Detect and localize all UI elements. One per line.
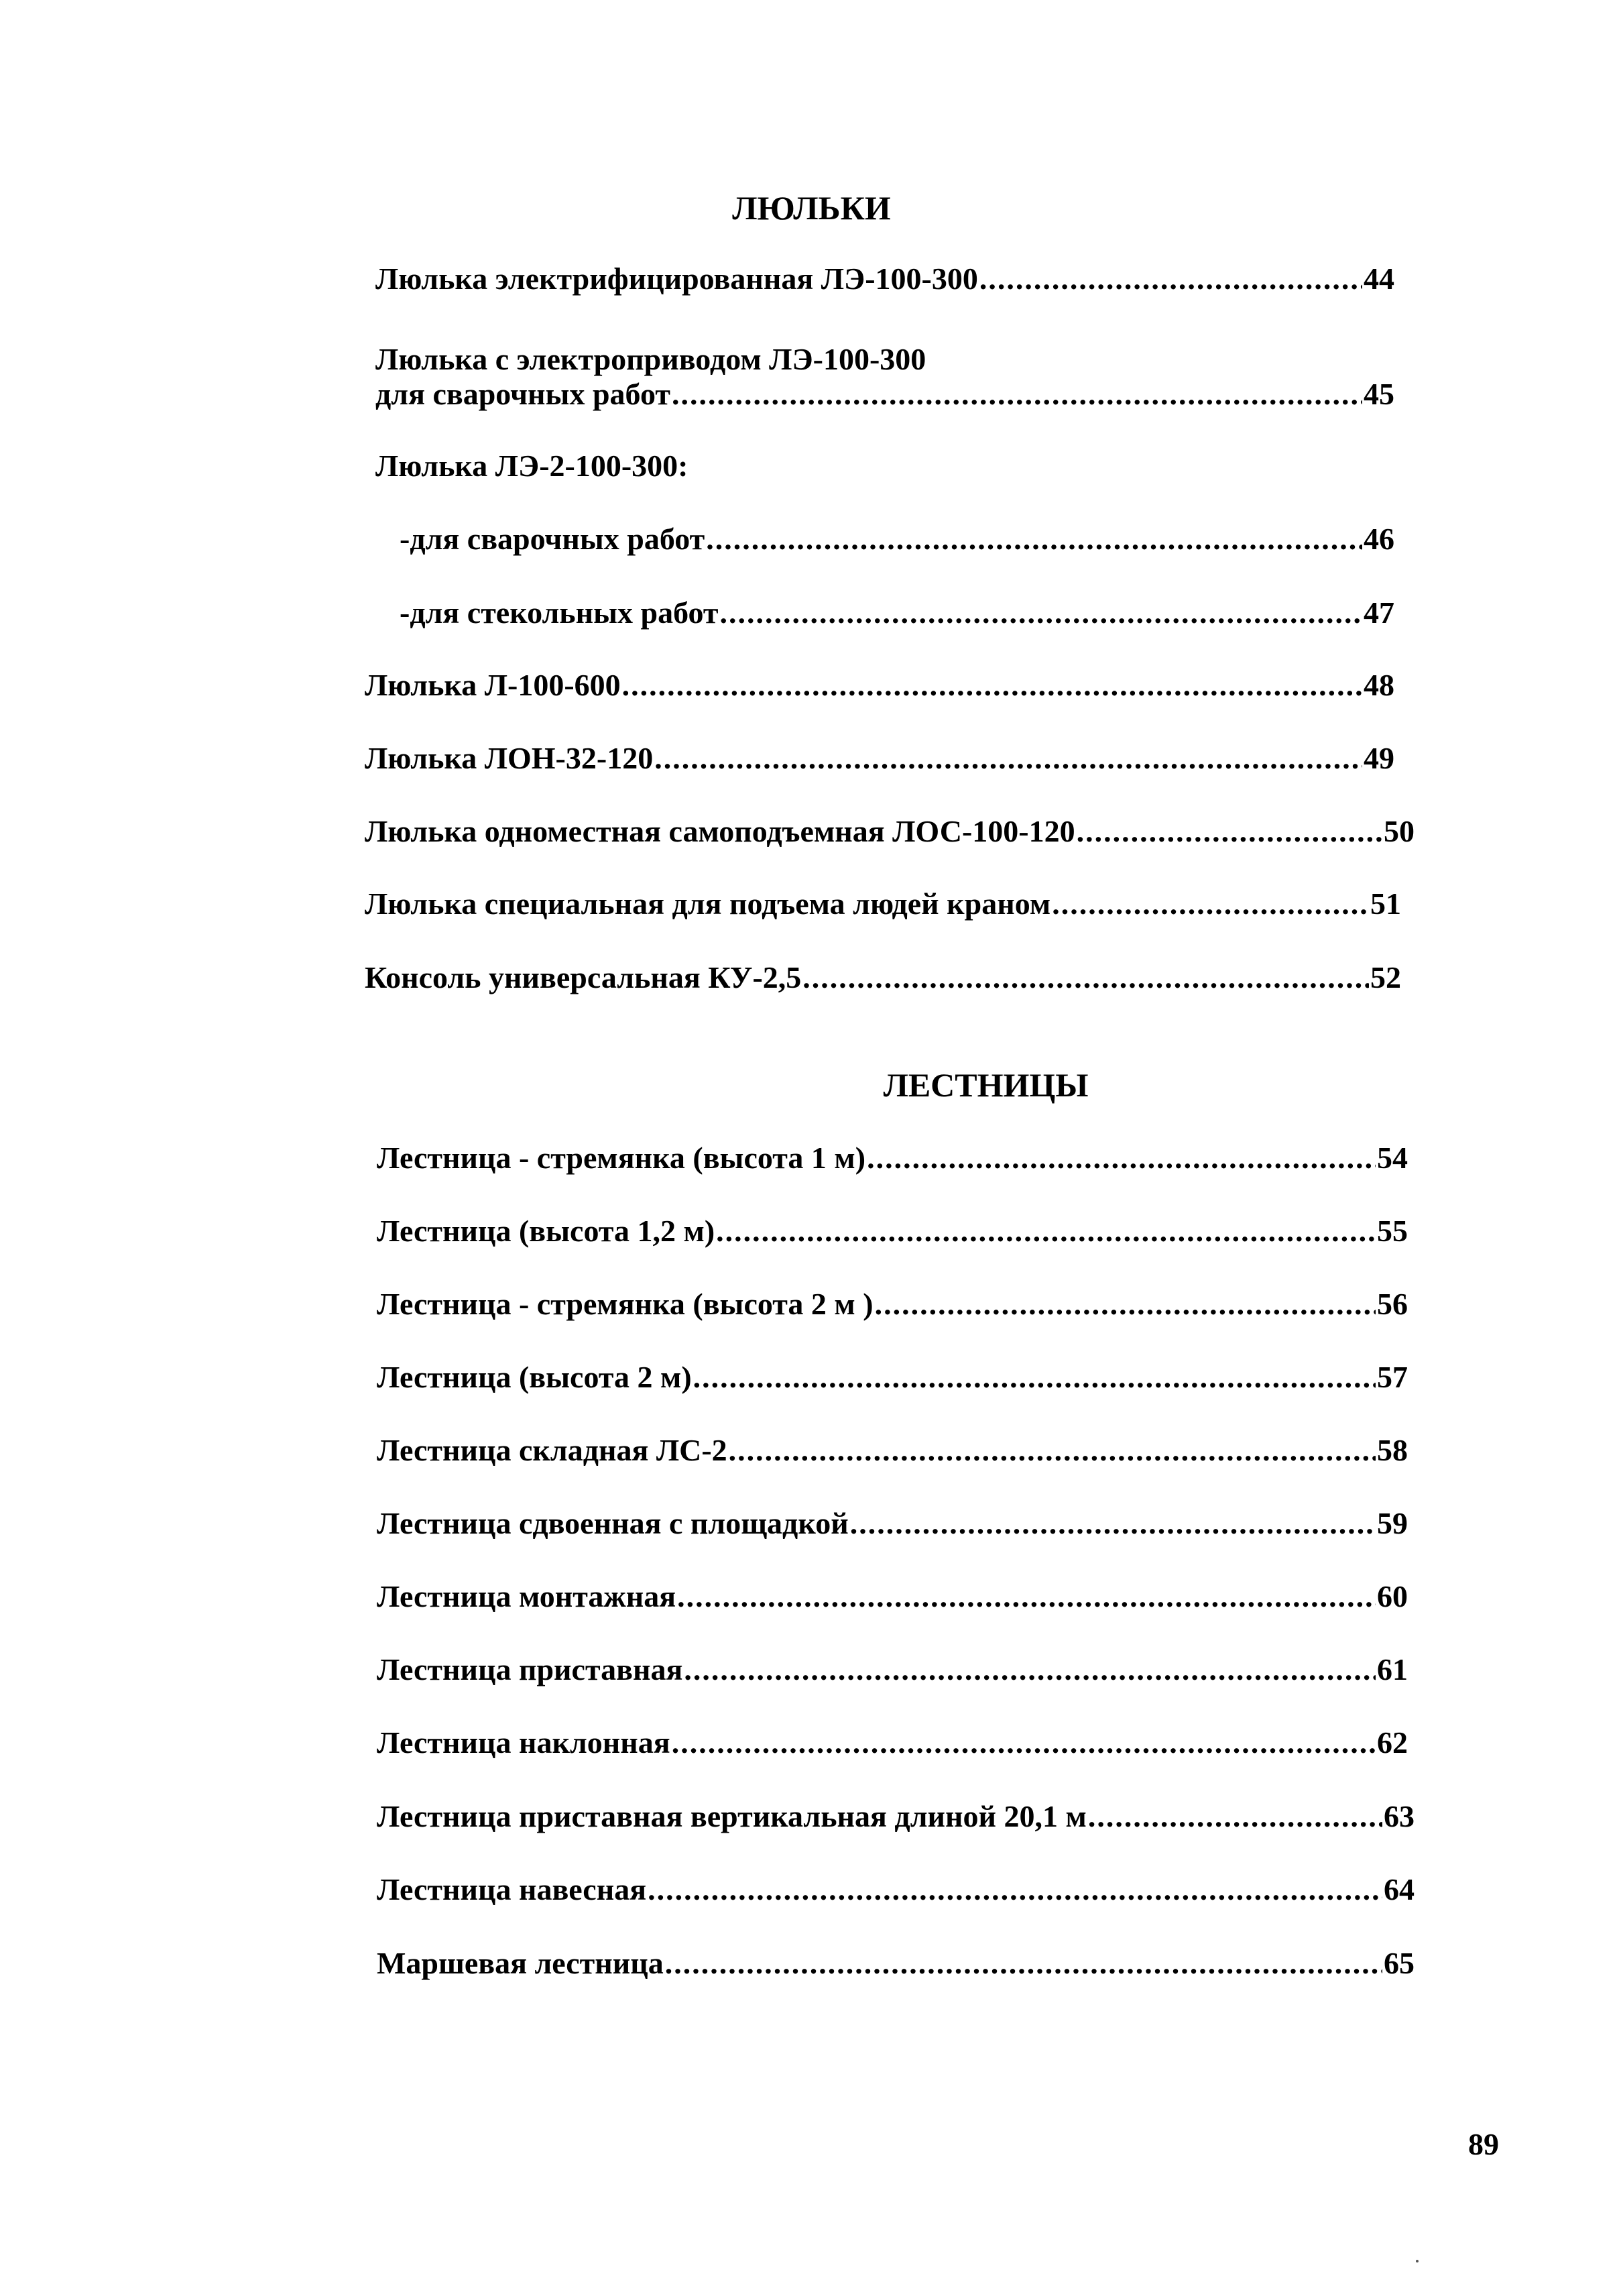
toc-entry-page: 46 (1364, 522, 1394, 556)
toc-entry-page: 64 (1384, 1872, 1415, 1906)
toc-entry-page: 62 (1377, 1725, 1408, 1760)
dot-leader (979, 260, 1362, 298)
dot-leader (729, 1432, 1376, 1469)
toc-entry-page: 58 (1377, 1433, 1408, 1467)
toc-entry-page: 57 (1377, 1360, 1408, 1394)
toc-entry[interactable] (400, 594, 1394, 632)
toc-entry-page: 52 (1370, 960, 1401, 994)
toc-entry[interactable] (365, 885, 1401, 923)
dot-leader (684, 1651, 1376, 1688)
toc-entry-page: 61 (1377, 1652, 1408, 1686)
toc-entry-title: Лестница приставная (377, 1652, 683, 1686)
toc-entry[interactable] (377, 1798, 1415, 1835)
dot-leader (654, 740, 1362, 777)
dot-leader (802, 959, 1369, 996)
toc-entry-page: 56 (1377, 1287, 1408, 1321)
dot-leader (875, 1285, 1376, 1323)
dot-leader (672, 1724, 1376, 1762)
dot-leader (693, 1359, 1376, 1396)
dot-leader (1088, 1798, 1382, 1835)
toc-entry[interactable] (375, 376, 1394, 413)
toc-group-title: Люлька ЛЭ-2-100-300: (375, 449, 688, 483)
toc-entry[interactable] (377, 1871, 1415, 1908)
toc-entry[interactable] (365, 667, 1394, 704)
toc-entry[interactable] (377, 1505, 1408, 1542)
dot-leader (1077, 813, 1382, 850)
toc-entry[interactable] (377, 1651, 1408, 1688)
toc-entry-title: Лестница навесная (377, 1872, 647, 1906)
toc-entry-page: 48 (1364, 668, 1394, 702)
toc-entry[interactable] (377, 1359, 1408, 1396)
dot-leader (665, 1945, 1382, 1982)
toc-entry-page: 55 (1377, 1214, 1408, 1248)
toc-entry[interactable] (365, 959, 1401, 996)
toc-entry[interactable] (377, 1578, 1408, 1615)
toc-entry-title: Люлька электрифицированная ЛЭ-100-300 (375, 262, 978, 296)
dot-leader (716, 1212, 1376, 1250)
toc-entry-title: для сварочных работ (375, 377, 670, 411)
dot-leader (1052, 885, 1369, 923)
toc-entry-title: Консоль универсальная КУ-2,5 (365, 960, 802, 994)
toc-entry[interactable] (377, 1139, 1408, 1177)
toc-entry-page: 50 (1384, 814, 1415, 848)
toc-entry-page: 63 (1384, 1799, 1415, 1833)
toc-entry-page: 59 (1377, 1506, 1408, 1540)
toc-entry-page: 44 (1364, 262, 1394, 296)
toc-entry-title: Лестница приставная вертикальная длиной 20,1 м (377, 1799, 1087, 1833)
toc-entry-title: Лестница (высота 2 м) (377, 1360, 692, 1394)
toc-entry[interactable] (377, 1285, 1408, 1323)
dot-leader (672, 376, 1362, 413)
dot-leader (850, 1505, 1376, 1542)
toc-entry-title: Лестница складная ЛС-2 (377, 1433, 727, 1467)
toc-entry-title: Маршевая лестница (377, 1946, 664, 1980)
toc-entry[interactable] (377, 1212, 1408, 1250)
toc-entry[interactable] (365, 813, 1415, 850)
toc-entry-title: Люлька одноместная самоподъемная ЛОС-100-120 (365, 814, 1075, 848)
toc-entry-page: 51 (1370, 886, 1401, 921)
toc-entry-title: -для сварочных работ (400, 522, 705, 556)
dot-leader (720, 594, 1362, 632)
page-number: 89 (1468, 2127, 1499, 2161)
dot-leader (706, 520, 1362, 558)
toc-entry[interactable] (377, 1432, 1408, 1469)
toc-entry-title: Люлька Л-100-600 (365, 668, 621, 702)
toc-entry-title: Лестница - стремянка (высота 1 м) (377, 1141, 866, 1175)
dot-leader (648, 1871, 1382, 1908)
dot-leader (867, 1139, 1376, 1177)
scan-speck (1416, 2260, 1419, 2262)
dot-leader (622, 667, 1362, 704)
toc-entry-page: 49 (1364, 741, 1394, 775)
toc-entry-title: Лестница сдвоенная с площадкой (377, 1506, 849, 1540)
toc-entry[interactable] (377, 1724, 1408, 1762)
toc-entry[interactable] (375, 260, 1394, 298)
toc-entry-title-line1: Люлька с электроприводом ЛЭ-100-300 (375, 342, 926, 376)
toc-entry-title: Лестница наклонная (377, 1725, 670, 1760)
dot-leader (677, 1578, 1376, 1615)
toc-entry-page: 54 (1377, 1141, 1408, 1175)
toc-entry-page: 60 (1377, 1579, 1408, 1613)
section-heading-lestnitsy: ЛЕСТНИЦЫ (883, 1066, 1089, 1104)
toc-entry[interactable] (365, 740, 1394, 777)
toc-entry-title: Люлька ЛОН-32-120 (365, 741, 654, 775)
toc-entry-title: -для стекольных работ (400, 595, 719, 630)
toc-entry[interactable] (377, 1945, 1415, 1982)
toc-entry-title: Люлька специальная для подъема людей краном (365, 886, 1051, 921)
toc-entry-title: Лестница монтажная (377, 1579, 676, 1613)
toc-entry-page: 47 (1364, 595, 1394, 630)
toc-entry-title: Лестница - стремянка (высота 2 м ) (377, 1287, 874, 1321)
toc-entry-page: 45 (1364, 377, 1394, 411)
toc-entry-page: 65 (1384, 1946, 1415, 1980)
toc-entry-title: Лестница (высота 1,2 м) (377, 1214, 715, 1248)
section-heading-lyulki: ЛЮЛЬКИ (732, 189, 891, 227)
toc-entry[interactable] (400, 520, 1394, 558)
